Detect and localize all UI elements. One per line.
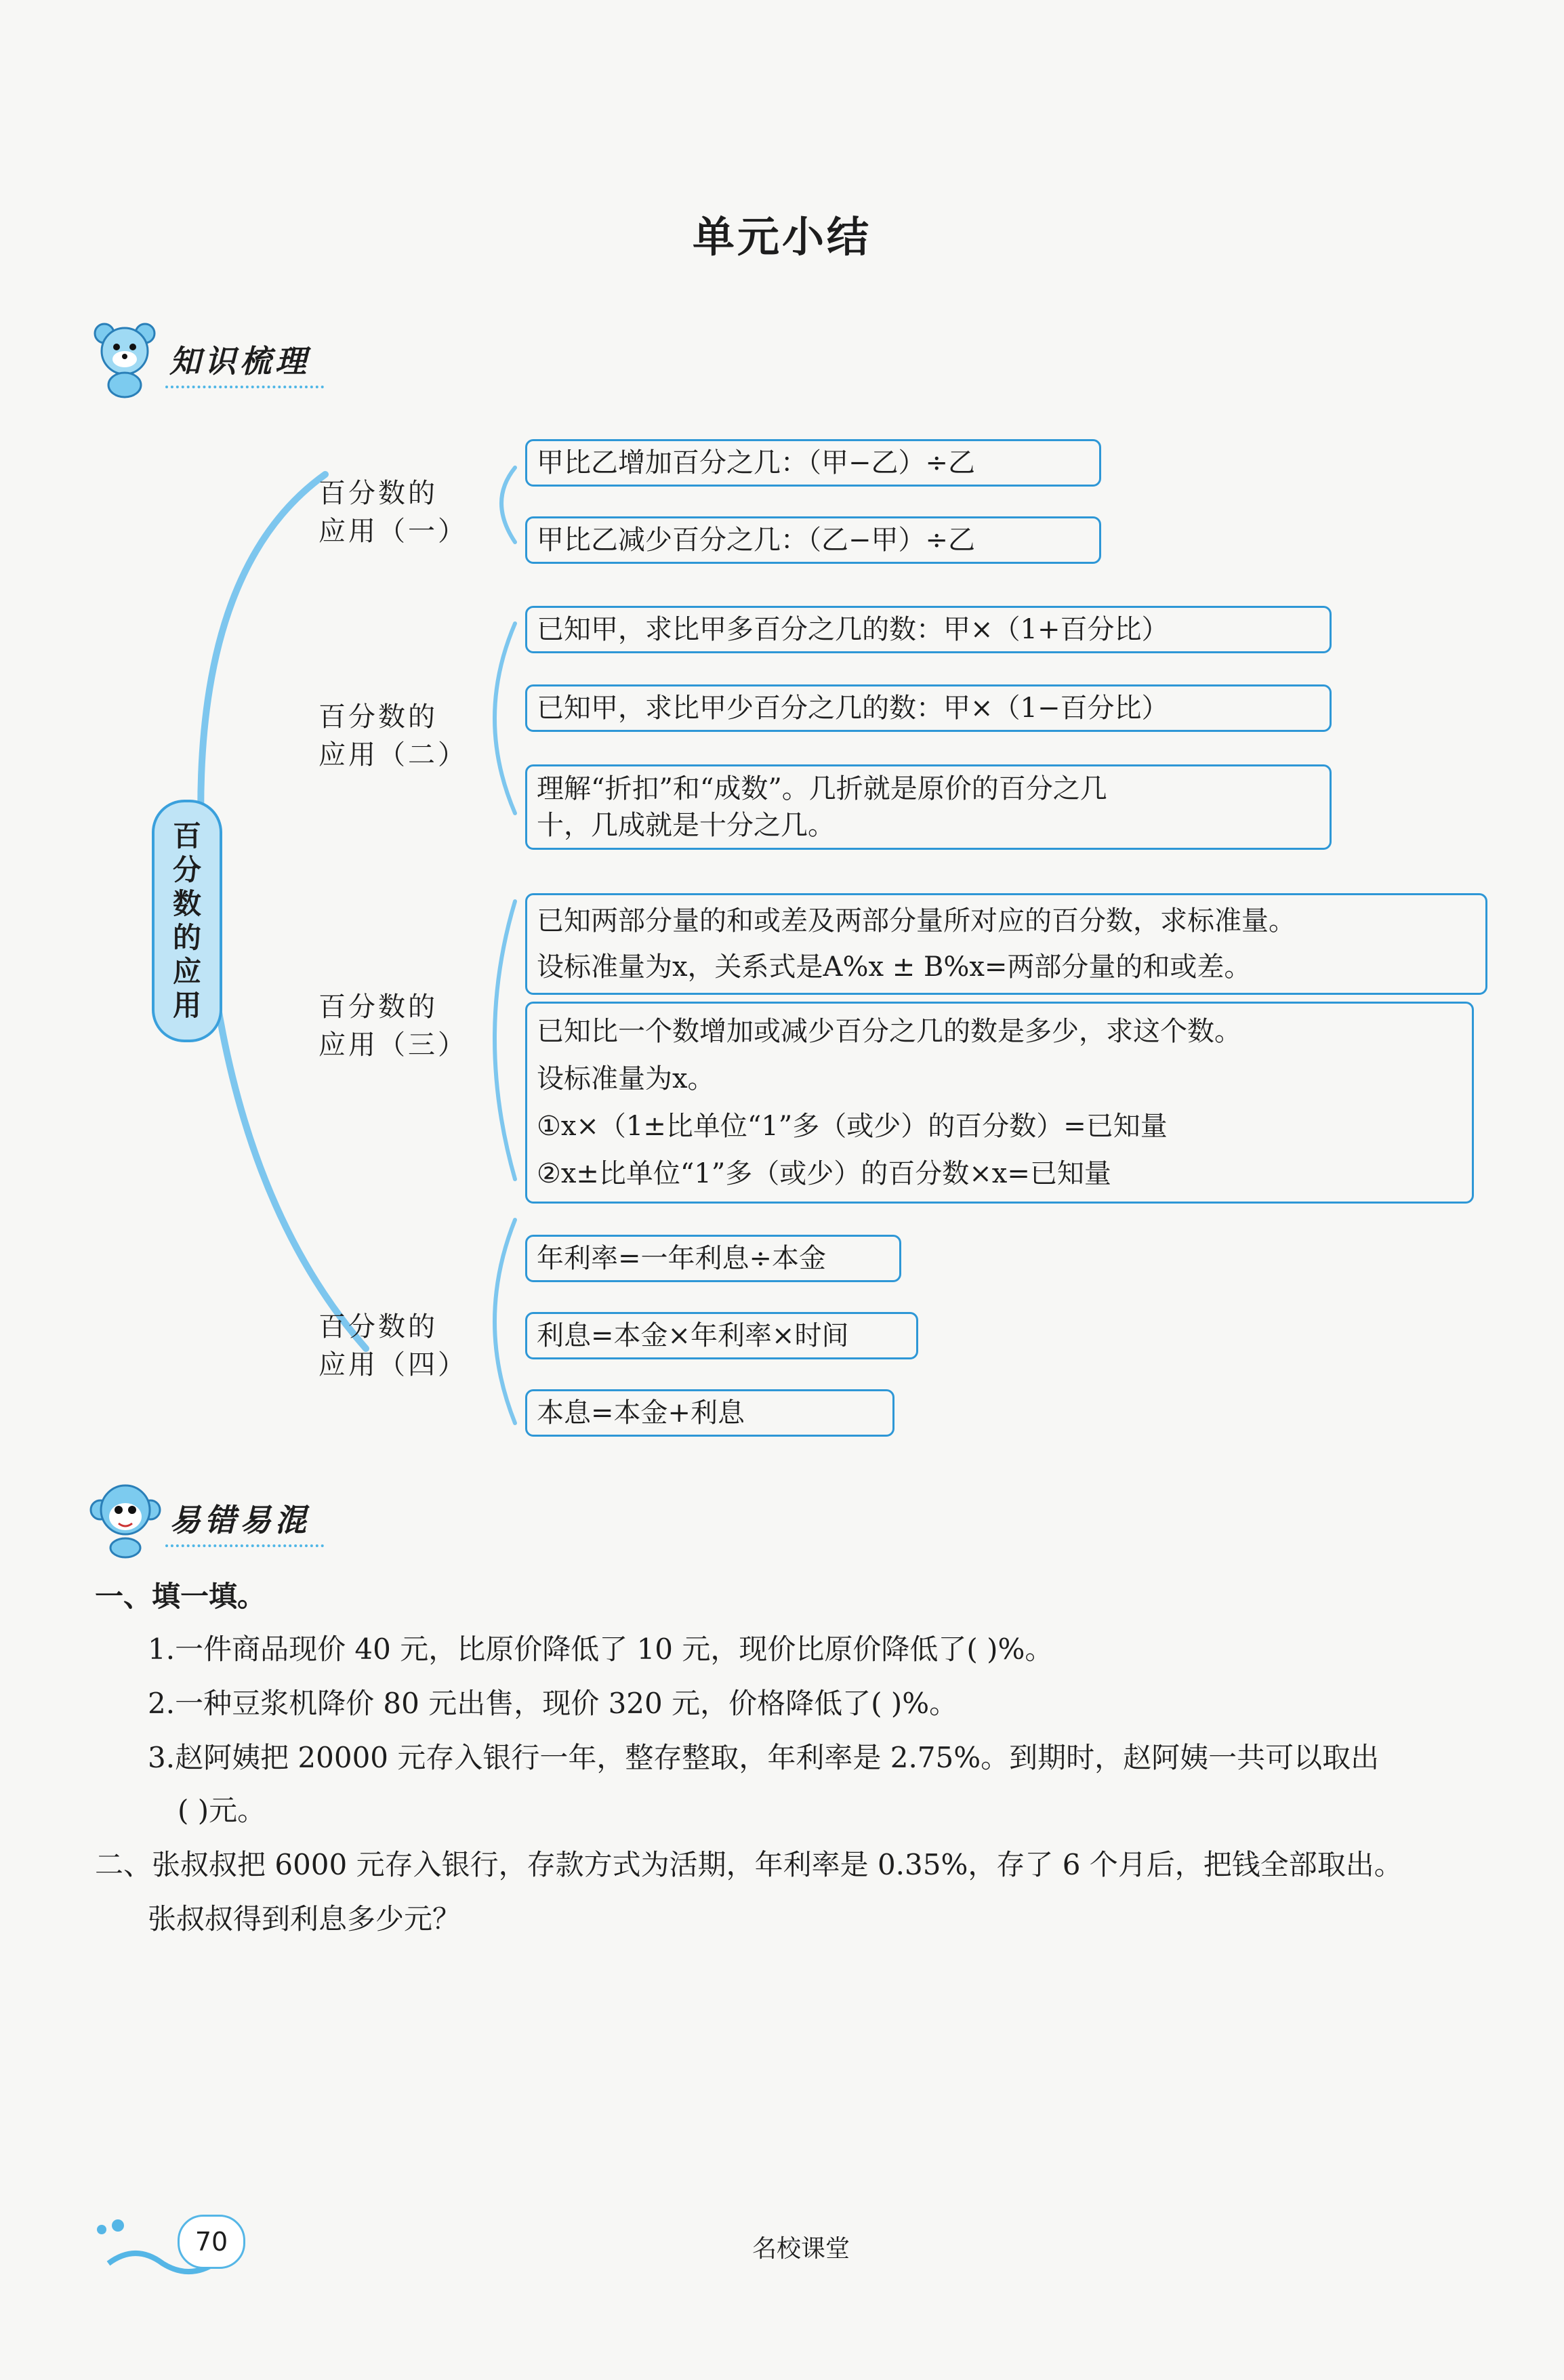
question-3-line2: ( )元。 bbox=[178, 1794, 266, 1827]
formula-box: 已知比一个数增加或减少百分之几的数是多少，求这个数。 设标准量为x。 ①x×（1±比单位“1”多（或少）的百分数）=已知量 ②x±比单位“1”多（或少）的百分数×x=已知量 bbox=[525, 1002, 1474, 1204]
page-title: 单元小结 bbox=[692, 212, 871, 262]
group-3-label: 百分数的 应用（三） bbox=[318, 991, 468, 1061]
part2-line2: 张叔叔得到利息多少元？ bbox=[148, 1902, 461, 1935]
section-mistakes bbox=[88, 1477, 310, 1559]
publisher-name: 名校课堂 bbox=[752, 2235, 850, 2263]
formula-box: 利息=本金×年利率×时间 bbox=[525, 1312, 918, 1359]
group-2-label: 百分数的 应用（二） bbox=[318, 701, 468, 771]
question-2: 2.一种豆浆机降价 80 元出售，现价 320 元，价格降低了( )%。 bbox=[148, 1687, 958, 1720]
question-3-line1: 3.赵阿姨把 20000 元存入银行一年，整存整取，年利率是 2.75%。到期时，赵阿姨一共可以取出 bbox=[148, 1741, 1380, 1774]
formula-box: 甲比乙减少百分之几：（乙−甲）÷乙 bbox=[525, 516, 1101, 564]
formula-box: 已知两部分量的和或差及两部分量所对应的百分数，求标准量。 设标准量为x，关系式是A%x ± B%x=两部分量的和或差。 bbox=[525, 893, 1487, 995]
group-4-label: 百分数的 应用（四） bbox=[318, 1311, 468, 1380]
formula-box: 甲比乙增加百分之几：（甲−乙）÷乙 bbox=[525, 439, 1101, 487]
formula-box: 年利率=一年利息÷本金 bbox=[525, 1235, 901, 1282]
section-mistakes-label: 易错易混 bbox=[169, 1496, 310, 1540]
question-1: 1.一件商品现价 40 元，比原价降低了 10 元，现价比原价降低了( )%。 bbox=[148, 1633, 1054, 1666]
part2-line1: 二、张叔叔把 6000 元存入银行，存款方式为活期，年利率是 0.35%，存了 6 个月后，把钱全部取出。 bbox=[95, 1848, 1403, 1881]
monkey-mascot-icon bbox=[88, 1477, 163, 1559]
central-topic: 百分数的应用 bbox=[152, 800, 222, 1042]
section-knowledge-label: 知识梳理 bbox=[169, 337, 310, 382]
group-1-label: 百分数的 应用（一） bbox=[318, 478, 468, 547]
page-number: 70 bbox=[178, 2215, 245, 2269]
formula-box: 本息=本金+利息 bbox=[525, 1389, 894, 1437]
formula-box: 已知甲，求比甲少百分之几的数：甲×（1−百分比） bbox=[525, 684, 1332, 732]
formula-box: 理解“折扣”和“成数”。几折就是原价的百分之几 十，几成就是十分之几。 bbox=[525, 764, 1332, 850]
part1-title: 一、填一填。 bbox=[95, 1580, 266, 1613]
formula-box: 已知甲，求比甲多百分之几的数：甲×（1+百分比） bbox=[525, 606, 1332, 653]
